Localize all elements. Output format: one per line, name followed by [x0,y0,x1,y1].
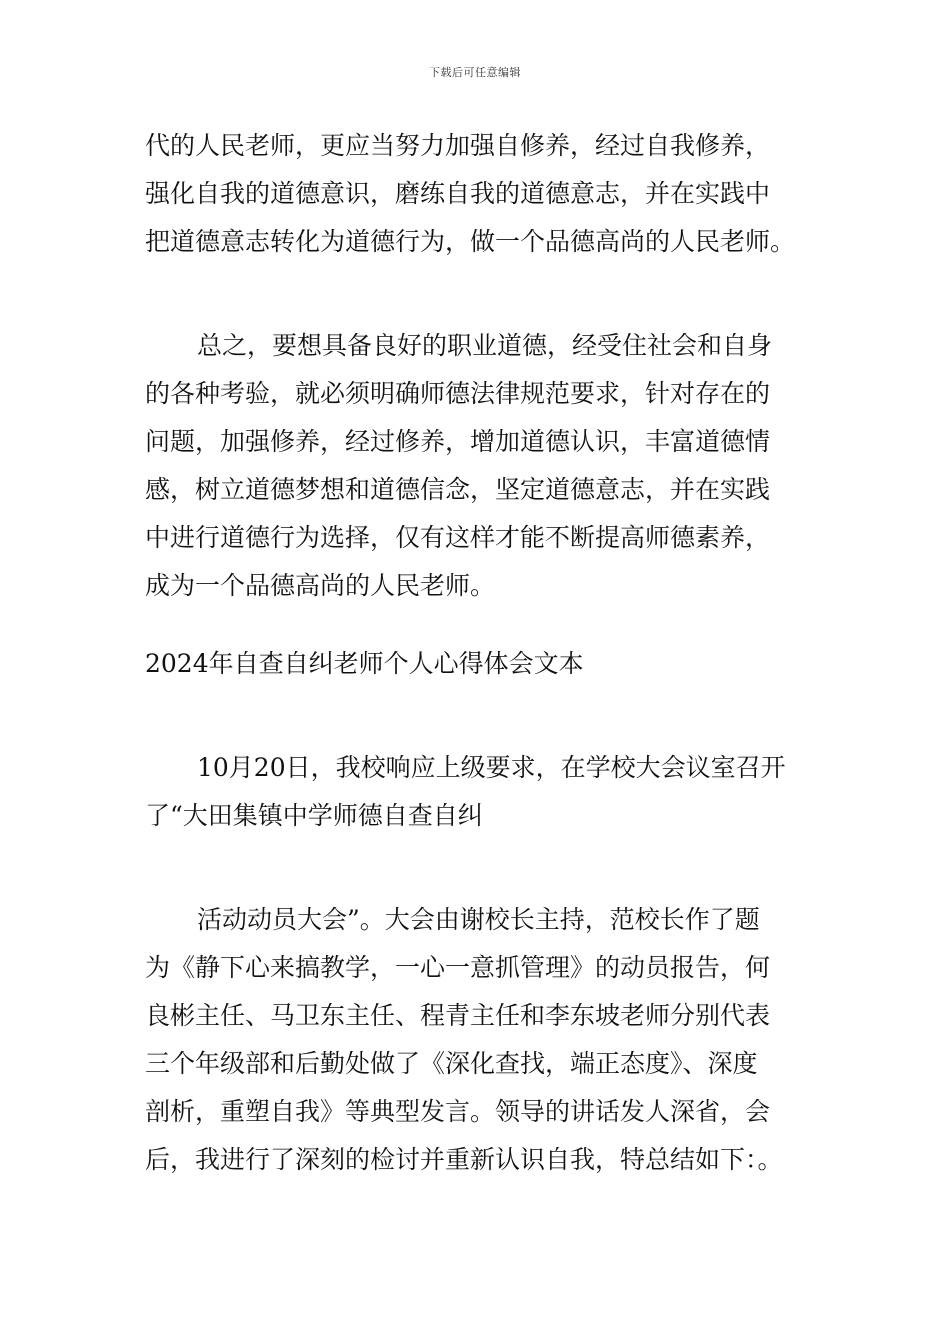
paragraph-line: 良彬主任、马卫东主任、程青主任和李东坡老师分别代表 [145,1001,771,1030]
paragraph-line: 三个年级部和后勤处做了《深化查找，端正态度》、深度 [145,1049,758,1078]
document-body [145,122,815,1184]
paragraph-line: 强化自我的道德意识，磨练自我的道德意志，并在实践中 [145,179,771,208]
paragraph-line: 为《静下心来搞教学，一心一意抓管理》的动员报告，何 [145,953,771,982]
paragraph-1 [145,122,815,266]
paragraph-gap [145,840,815,896]
paragraph-2 [145,322,815,610]
paragraph-line: 成为一个品德高尚的人民老师。 [145,571,496,600]
paragraph-line: 把道德意志转化为道德行为，做一个品德高尚的人民老师。 [145,227,796,256]
paragraph-line: 了“大田集镇中学师德自查自纠 [145,801,483,830]
paragraph-line: 代的人民老师，更应当努力加强自修养，经过自我修养， [145,131,771,160]
section-title: 2024年自查自纠老师个人心得体会文本 [145,649,584,678]
paragraph-line: 中进行道德行为选择，仅有这样才能不断提高师德素养， [145,523,771,552]
paragraph-line: 总之，要想具备良好的职业道德，经受住社会和自身 [197,331,773,360]
paragraph-gap [145,266,815,322]
paragraph-line: 的各种考验，就必须明确师德法律规范要求，针对存在的 [145,379,771,408]
page-header-note: 下载后可任意编辑 [429,66,521,79]
paragraph-line: 10月20日，我校响应上级要求，在学校大会议室召开 [197,753,786,782]
paragraph-line: 后，我进行了深刻的检讨并重新认识自我，特总结如下：。 [145,1145,783,1174]
paragraph-line: 剖析，重塑自我》等典型发言。领导的讲话发人深省，会 [145,1097,771,1126]
paragraph-3 [145,744,815,840]
paragraph-line: 感，树立道德梦想和道德信念，坚定道德意志，并在实践 [145,475,771,504]
paragraph-line: 活动动员大会”。大会由谢校长主持，范校长作了题 [197,905,760,934]
paragraph-gap [145,688,815,744]
paragraph-4 [145,896,815,1184]
paragraph-gap [145,610,815,640]
paragraph-line: 问题，加强修养，经过修养，增加道德认识，丰富道德情 [145,427,771,456]
